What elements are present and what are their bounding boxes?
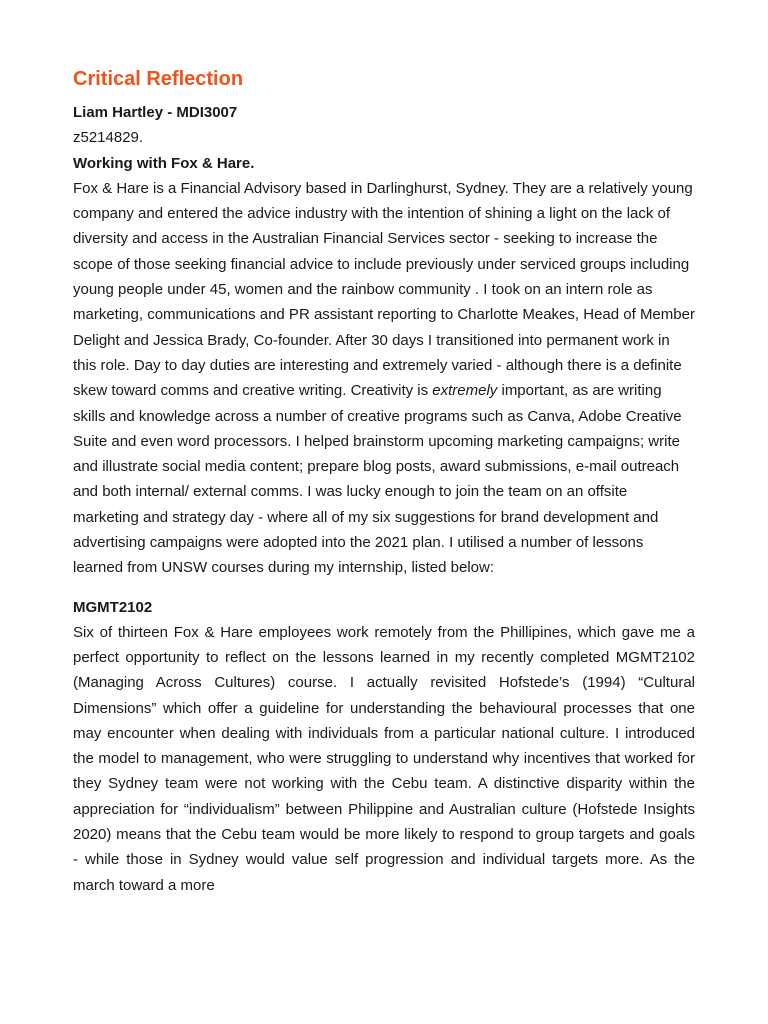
section-heading: MGMT2102 — [73, 598, 153, 616]
intro-text-part2: important, as are writing skills and knowledge across a number of creative programs such as Canva, Adobe Creative Suite and even word processors. I helped brainstorm upcoming marketing campaigns; write and illustrate social media content; prepare blog posts, award submissions, e-mail outreach and both internal/ external comms. I was lucky enough to join the team on an offsite marketing and strategy day - where all of my six suggestions for brand development and advertising campaigns were adopted into the 2021 plan. I utilised a number of lessons learned from UNSW courses during my internship, listed below: — [73, 382, 682, 577]
intro-text-part1: Fox & Hare is a Financial Advisory based in Darlinghurst, Sydney. They are a relatively young company and entered the advice industry with the intention of shining a light on the lack of diversity and access in the Australian Financial Services sector - seeking to increase the scope of those seeking financial advice to include previously under serviced groups including young people under 45, women and the rainbow community . I took on an intern role as marketing, communications and PR assistant reporting to Charlotte Meakes, Head of Member Delight and Jessica Brady, Co-founder. After 30 days I transitioned into permanent work in this role. Day to day duties are interesting and extremely varied - although there is a definite skew toward comms and creative writing. Creativity is — [73, 179, 695, 400]
student-id: z5214829. — [73, 129, 144, 147]
document-title: Critical Reflection — [73, 68, 244, 90]
section-paragraph: Six of thirteen Fox & Hare employees work remotely from the Phillipines, which gave me a perfect opportunity to reflect on the lessons learned in my recently completed MGMT2102 (Managing Across Cultures) course. I actually revisited Hofstede’s (1994) “Cultural Dimensions” which offer a guideline for understanding the behavioural processes that one may encounter when dealing with individuals from a particular national culture. I introduced the model to management, who were struggling to understand why incentives that worked for they Sydney team were not working with the Cebu team. A distinctive disparity within the appreciation for “individualism” between Philippine and Australian culture (Hofstede Insights 2020) means that the Cebu team would be more likely to respond to group targets and goals - while those in Sydney would value self progression and individual targets more. As the march toward a more — [73, 623, 695, 894]
intro-paragraph — [73, 176, 695, 581]
subheading: Working with Fox & Hare. — [73, 154, 255, 172]
intro-emphasis: extremely — [432, 382, 498, 400]
document-page — [73, 66, 695, 898]
author-line: Liam Hartley - MDI3007 — [73, 104, 238, 121]
